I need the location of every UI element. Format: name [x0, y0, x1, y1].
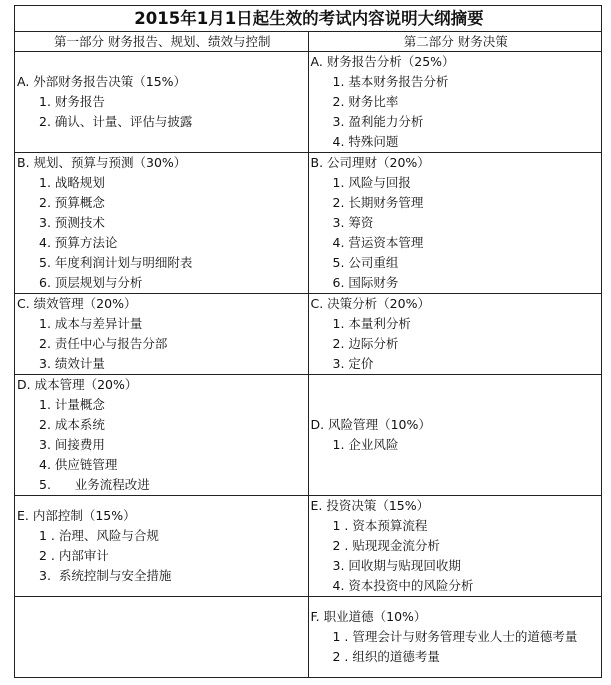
section-item: 3. 预测技术: [39, 215, 105, 230]
section-item: 1 . 资本预算流程: [332, 518, 428, 533]
section-item: 1. 成本与差异计量: [39, 316, 143, 331]
section-item: 2 . 组织的道德考量: [332, 649, 440, 664]
empty-cell: [15, 597, 309, 678]
section-item: 6. 国际财务: [332, 275, 399, 290]
section-heading: D. 成本管理（20%）: [17, 377, 138, 392]
section-item: 3. 定价: [332, 356, 374, 371]
section-heading: E. 内部控制（15%）: [17, 508, 136, 523]
section-item: 4. 供应链管理: [39, 457, 118, 472]
section-item: 3. 绩效计量: [39, 356, 105, 371]
section-item: 3. 回收期与贴现回收期: [332, 558, 461, 573]
syllabus-table: [14, 5, 602, 678]
section-cell: [15, 294, 309, 375]
section-item: 5. 年度利润计划与明细附表: [39, 255, 193, 270]
section-heading: C. 决策分析（20%）: [310, 296, 430, 311]
section-item: 1. 基本财务报告分析: [332, 74, 449, 89]
section-item: 1 . 治理、风险与合规: [39, 528, 159, 543]
section-cell: [15, 375, 309, 496]
section-heading: A. 财务报告分析（25%）: [310, 54, 455, 69]
section-cell: [15, 52, 309, 153]
section-item: 2. 边际分析: [332, 336, 399, 351]
section-item: 6. 顶层规划与分析: [39, 275, 143, 290]
section-item: 2. 财务比率: [332, 94, 399, 109]
section-heading: E. 投资决策（15%）: [310, 498, 430, 513]
section-item: 2 . 内部审计: [39, 548, 109, 563]
section-item: 2. 长期财务管理: [332, 195, 424, 210]
section-item: 4. 特殊问题: [332, 134, 399, 149]
section-cell: [308, 294, 602, 375]
section-item: 2 . 贴现现金流分析: [332, 538, 440, 553]
section-heading: B. 规划、预算与预测（30%）: [17, 155, 187, 170]
section-item: 3. 筹资: [332, 215, 374, 230]
part2-header: 第二部分 财务决策: [308, 32, 602, 52]
section-item: 5. 公司重组: [332, 255, 399, 270]
section-cell: [15, 496, 309, 597]
section-item: 3. 盈利能力分析: [332, 114, 424, 129]
section-item: 3. 间接费用: [39, 437, 105, 452]
section-heading: C. 绩效管理（20%）: [17, 296, 137, 311]
section-cell: [308, 153, 602, 294]
section-cell: [308, 496, 602, 597]
section-item: 1. 风险与回报: [332, 175, 411, 190]
section-item: 5. 业务流程改进: [39, 477, 150, 492]
section-heading: A. 外部财务报告决策（15%）: [17, 74, 187, 89]
section-heading: F. 职业道德（10%）: [310, 609, 427, 624]
section-item: 1. 战略规划: [39, 175, 105, 190]
section-item: 4. 资本投资中的风险分析: [332, 578, 474, 593]
section-heading: B. 公司理财（20%）: [310, 155, 430, 170]
section-item: 2. 责任中心与报告分部: [39, 336, 168, 351]
section-item: 2. 确认、计量、评估与披露: [39, 114, 193, 129]
section-item: 4. 预算方法论: [39, 235, 118, 250]
section-item: 1. 企业风险: [332, 437, 399, 452]
section-cell: [15, 153, 309, 294]
part1-header: 第一部分 财务报告、规划、绩效与控制: [15, 32, 309, 52]
section-item: 2. 预算概念: [39, 195, 105, 210]
section-cell: [308, 375, 602, 496]
section-cell: [308, 597, 602, 678]
section-heading: D. 风险管理（10%）: [310, 417, 431, 432]
table-title: 2015年1月1日起生效的考试内容说明大纲摘要: [15, 6, 602, 32]
section-item: 1. 财务报告: [39, 94, 105, 109]
section-item: 2. 成本系统: [39, 417, 105, 432]
section-item: 3. 系统控制与安全措施: [39, 568, 172, 583]
section-item: 1. 本量利分析: [332, 316, 411, 331]
section-item: 1. 计量概念: [39, 397, 105, 412]
section-item: 1 . 管理会计与财务管理专业人士的道德考量: [332, 629, 578, 644]
section-item: 4. 营运资本管理: [332, 235, 424, 250]
section-cell: [308, 52, 602, 153]
